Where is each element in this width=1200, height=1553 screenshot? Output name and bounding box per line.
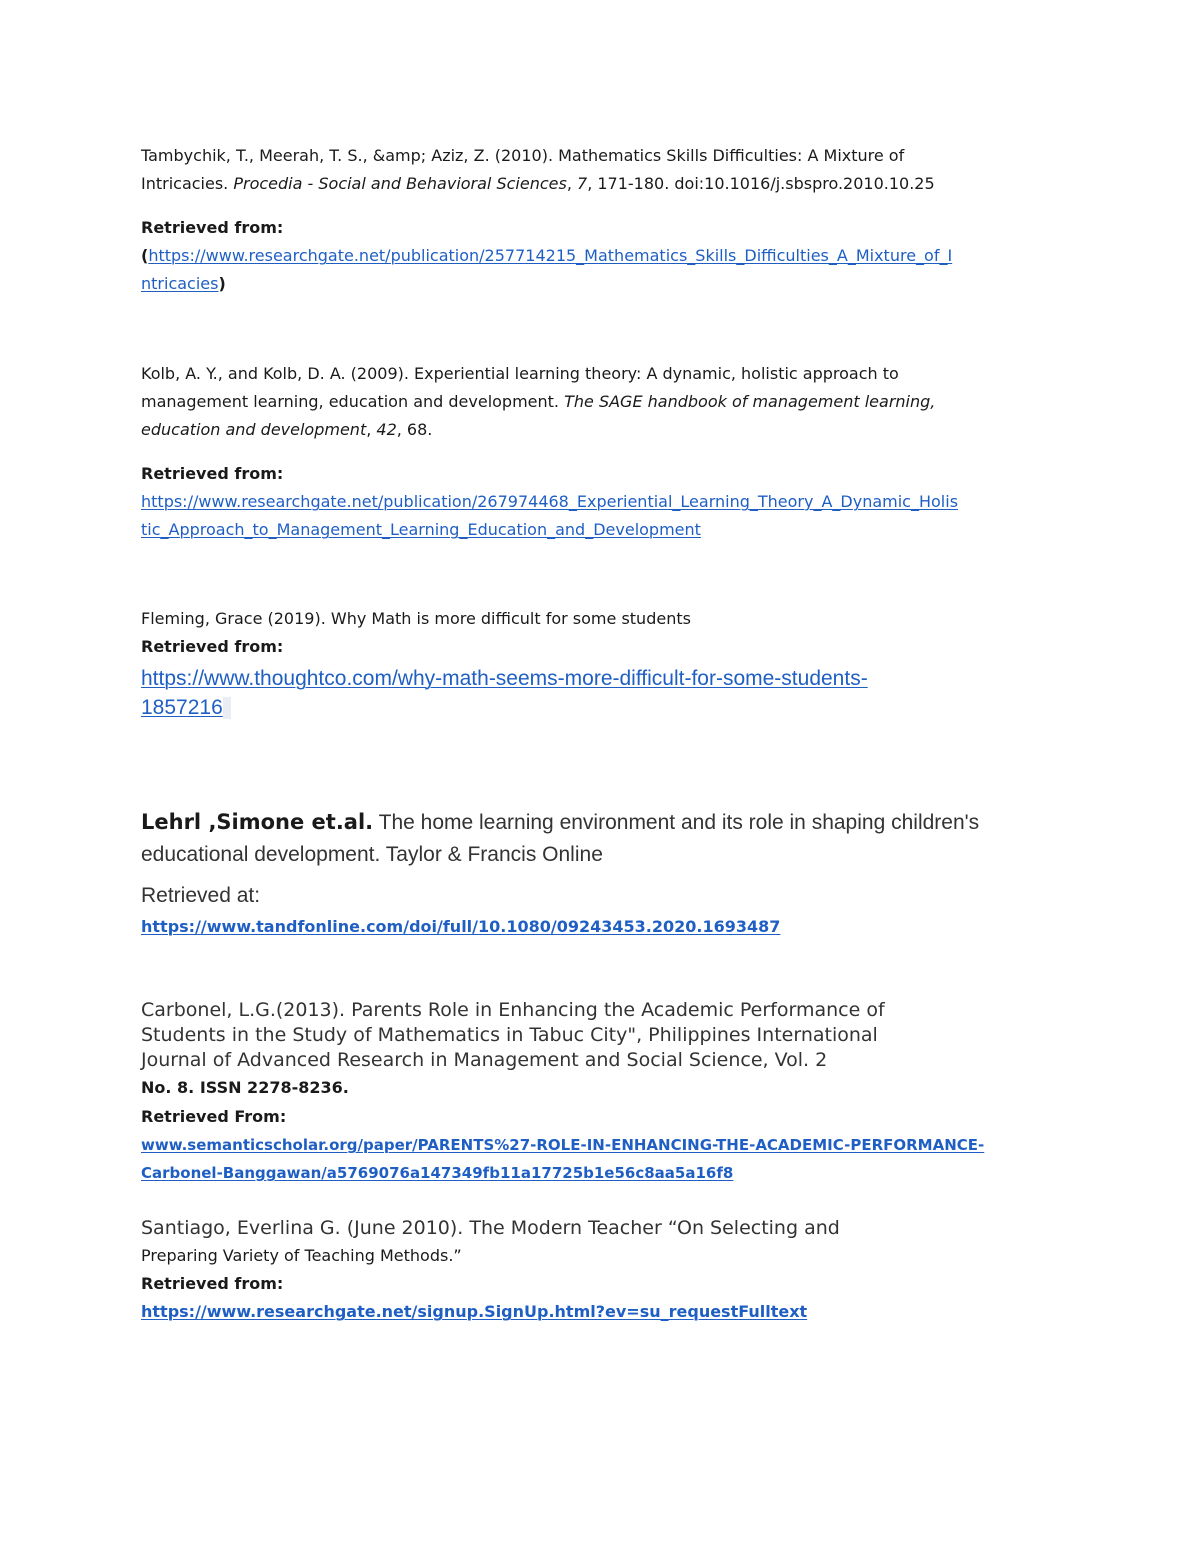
reference-link[interactable]: https://www.tandfonline.com/doi/full/10.1080/09243453.2020.1693487 — [141, 917, 781, 936]
reference-link[interactable]: 1857216 — [141, 696, 223, 719]
citation-line: No. 8. ISSN 2278-8236. — [141, 1078, 349, 1097]
paren: ) — [218, 274, 226, 293]
reference-link[interactable]: https://www.researchgate.net/signup.SignUp.html?ev=su_requestFulltext — [141, 1302, 808, 1321]
url-line — [141, 1159, 1071, 1187]
retrieved-label: Retrieved from: — [141, 218, 284, 237]
reference-link[interactable]: ntricacies — [141, 274, 219, 293]
url-line — [141, 270, 1071, 298]
reference-fleming — [141, 605, 1071, 721]
citation-line: educational development. Taylor & Francis Online — [141, 843, 603, 866]
url-line — [141, 913, 1071, 941]
journal-title: The SAGE handbook of management learning, — [564, 392, 936, 411]
citation-line: Students in the Study of Mathematics in Tabuc City", Philippines International — [141, 1024, 878, 1046]
reference-kolb — [141, 360, 1071, 544]
citation-text: , — [366, 420, 377, 439]
url-line — [141, 663, 1071, 695]
retrieved-label: Retrieved from: — [141, 464, 284, 483]
citation-line — [141, 806, 1071, 839]
reference-link[interactable]: https://www.researchgate.net/publication/257714215_Mathematics_Skills_Difficulties_A_Mixture_of_I — [148, 246, 953, 265]
journal-volume: 42 — [376, 420, 397, 439]
url-line — [141, 1131, 1071, 1159]
journal-volume: 7 — [577, 174, 588, 193]
citation-text: Tambychik, T., Meerah, T. S., &amp; Aziz, Z. (2010). Mathematics Skills Difficulties: A Mixture of — [141, 146, 905, 165]
journal-title: education and development — [141, 420, 367, 439]
reference-link[interactable]: https://www.thoughtco.com/why-math-seems-more-difficult-for-some-students- — [141, 667, 868, 690]
citation-line — [141, 416, 1071, 444]
citation-text: , 171-180. doi:10.1016/j.sbspro.2010.10.25 — [587, 174, 935, 193]
citation-line: Fleming, Grace (2019). Why Math is more difficult for some students — [141, 609, 691, 628]
retrieved-label: Retrieved at: — [141, 884, 261, 907]
citation-line: Journal of Advanced Research in Management and Social Science, Vol. 2 — [141, 1049, 828, 1071]
reference-santiago — [141, 1214, 1071, 1326]
citation-text: , 68. — [396, 420, 433, 439]
reference-carbonel — [141, 998, 1071, 1187]
citation-text: Intricacies. — [141, 174, 234, 193]
citation-line: Santiago, Everlina G. (June 2010). The Modern Teacher “On Selecting and — [141, 1217, 840, 1239]
journal-title: Procedia - Social and Behavioral Sciences — [233, 174, 567, 193]
retrieved-label: Retrieved From: — [141, 1107, 287, 1126]
citation-text: Kolb, A. Y., and Kolb, D. A. (2009). Experiential learning theory: A dynamic, holistic approach to — [141, 364, 899, 383]
reference-link[interactable]: tic_Approach_to_Management_Learning_Education_and_Development — [141, 520, 701, 539]
retrieved-label: Retrieved from: — [141, 1274, 284, 1293]
citation-line: Carbonel, L.G.(2013). Parents Role in Enhancing the Academic Performance of — [141, 999, 885, 1021]
url-line — [141, 516, 1071, 544]
text-cursor — [223, 697, 231, 719]
citation-text: management learning, education and development. — [141, 392, 565, 411]
reference-link[interactable]: https://www.researchgate.net/publication/267974468_Experiential_Learning_Theory_A_Dynamic_Holis — [141, 492, 959, 511]
citation-line — [141, 142, 1071, 170]
citation-line — [141, 170, 1071, 198]
url-line — [141, 488, 1071, 516]
citation-text: , — [566, 174, 577, 193]
reference-link[interactable]: www.semanticscholar.org/paper/PARENTS%27-ROLE-IN-ENHANCING-THE-ACADEMIC-PERFORMANCE- — [141, 1136, 985, 1154]
reference-tambychik — [141, 142, 1071, 298]
citation-line: Preparing Variety of Teaching Methods.” — [141, 1246, 462, 1265]
url-line — [141, 1298, 1071, 1326]
citation-text: The home learning environment and its role in shaping children's — [373, 811, 980, 834]
author-name: Lehrl ,Simone et.al. — [141, 810, 374, 834]
reference-lehrl — [141, 806, 1071, 941]
reference-link[interactable]: Carbonel-Banggawan/a5769076a147349fb11a17725b1e56c8aa5a16f8 — [141, 1164, 734, 1182]
retrieved-label: Retrieved from: — [141, 637, 284, 656]
url-line — [141, 695, 1071, 721]
citation-line — [141, 388, 1071, 416]
citation-line — [141, 360, 1071, 388]
url-line — [141, 242, 1071, 270]
paren: ( — [141, 246, 149, 265]
